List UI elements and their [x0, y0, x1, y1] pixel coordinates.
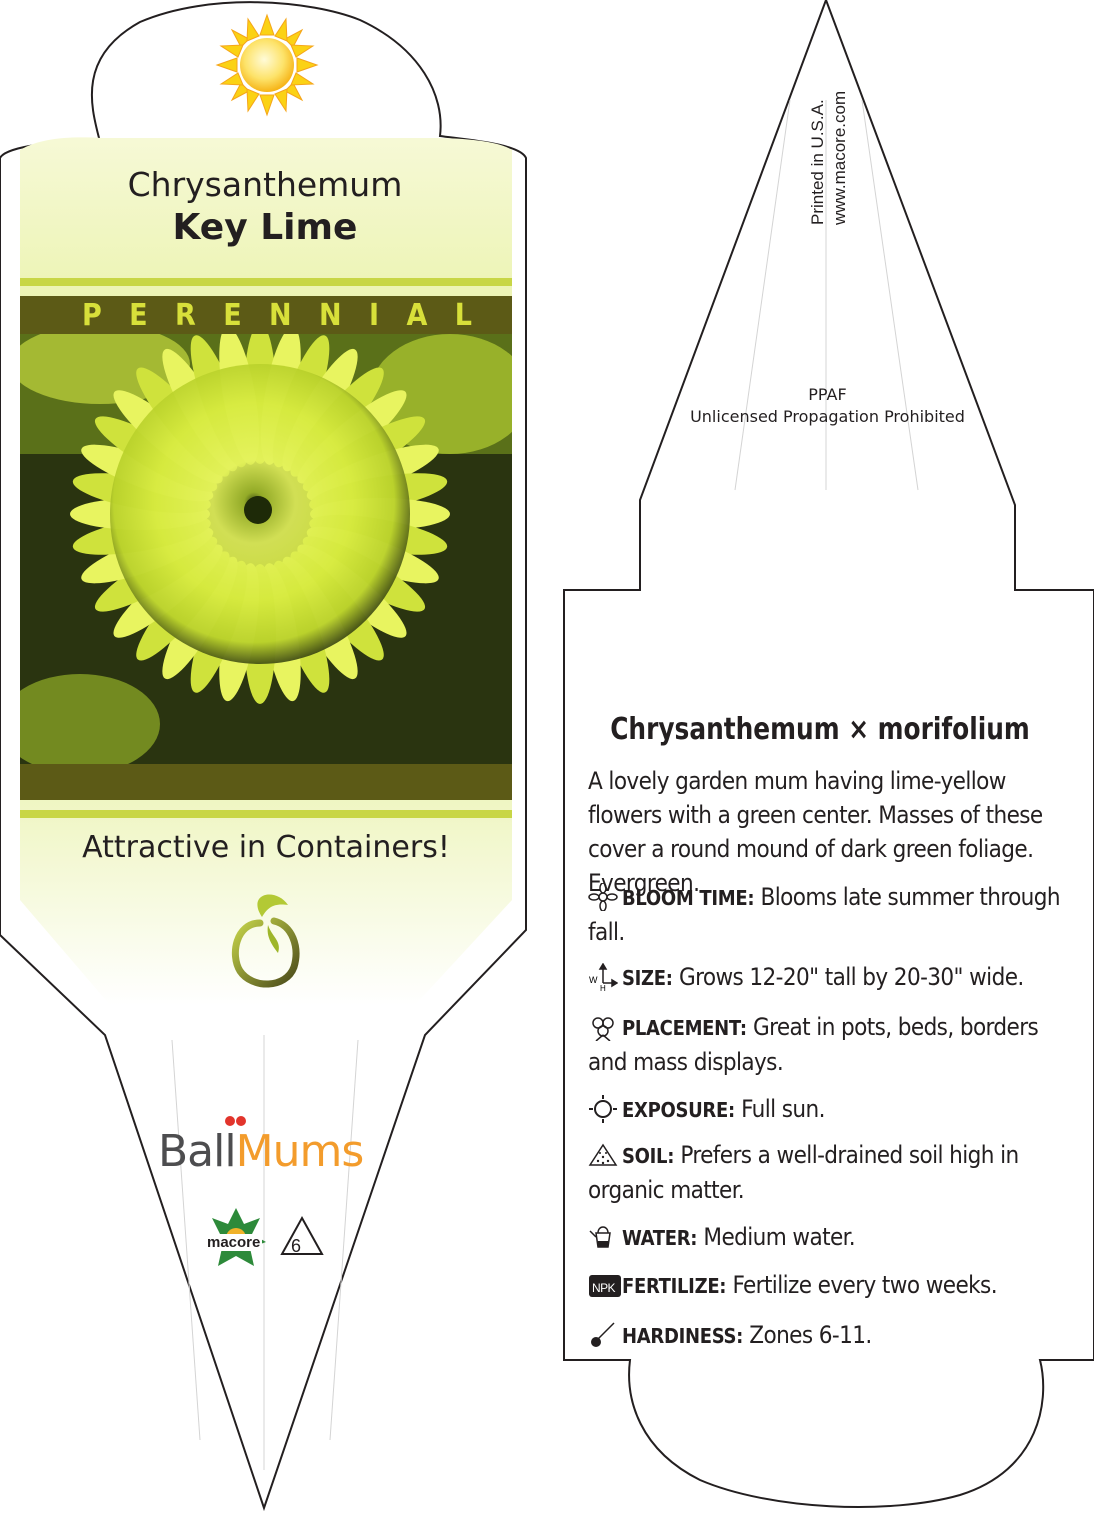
- botanical-name: Chrysanthemum × morifolium: [610, 712, 1030, 747]
- attribute-label: FERTILIZE:: [622, 1274, 727, 1298]
- attribute-hardiness: [588, 1318, 1068, 1353]
- svg-text:W: W: [589, 975, 597, 985]
- brand-part-1: Ball: [158, 1126, 236, 1177]
- flower-icon: [588, 883, 622, 911]
- category-label: P E R E N N I A L: [82, 297, 472, 333]
- attribute-value: Full sun.: [734, 1095, 825, 1123]
- printer-logo-text: macore: [207, 1234, 261, 1251]
- attribute-label: PLACEMENT:: [622, 1016, 747, 1040]
- brand-part-2: Mums: [235, 1126, 364, 1177]
- attribute-label: BLOOM TIME:: [622, 886, 755, 910]
- attribute-value: Grows 12-20" tall by 20-30" wide.: [672, 963, 1024, 991]
- attribute-fertilize: [588, 1268, 1068, 1303]
- attribute-value: Prefers a well-drained soil high in organic matter.: [588, 1141, 1019, 1204]
- attribute-exposure: [588, 1092, 1068, 1127]
- attribute-value: Zones 6-11.: [743, 1321, 872, 1349]
- thermometer-icon: [588, 1321, 622, 1349]
- attribute-label: SIZE:: [622, 966, 673, 990]
- website-text: www.macore.com: [830, 90, 849, 225]
- attribute-size: [588, 960, 1068, 995]
- attribute-label: WATER:: [622, 1226, 698, 1250]
- attribute-water: [588, 1220, 1068, 1255]
- attribute-label: EXPOSURE:: [622, 1098, 735, 1122]
- size-icon: [588, 963, 622, 991]
- svg-text:NPK: NPK: [592, 1281, 615, 1295]
- attribute-bloom-time: [588, 880, 1068, 949]
- attribute-placement: [588, 1010, 1068, 1079]
- variety-name: Key Lime: [172, 207, 358, 248]
- sun-outline-icon: [588, 1095, 622, 1123]
- soil-icon: [588, 1141, 622, 1169]
- attribute-label: HARDINESS:: [622, 1324, 744, 1348]
- recycle-code: 6: [291, 1236, 302, 1256]
- svg-text:H: H: [600, 984, 606, 991]
- ppaf-text: PPAF: [808, 385, 847, 404]
- attribute-value: Fertilize every two weeks.: [726, 1271, 997, 1299]
- placement-icon: [588, 1013, 622, 1041]
- ball-dot-1: [225, 1116, 235, 1126]
- ball-dot-2: [236, 1116, 246, 1126]
- printed-info: [806, 62, 849, 227]
- propagation-notice: [640, 384, 1015, 428]
- printed-in-text: Printed in U.S.A.: [808, 99, 827, 225]
- photo-bottom-bar: [20, 764, 512, 800]
- attribute-label: SOIL:: [622, 1144, 675, 1168]
- tagline: Attractive in Containers!: [82, 830, 450, 865]
- sun-icon: [217, 15, 317, 115]
- description: A lovely garden mum having lime-yellow flowers with a green center. Masses of these cover a round mound of dark green foliage. Evergreen.: [588, 767, 1043, 897]
- attribute-value: Great in pots, beds, borders and mass displays.: [588, 1013, 1039, 1076]
- brand-logo: [158, 1126, 364, 1177]
- flower-photo: [20, 334, 512, 764]
- common-name: Chrysanthemum: [127, 165, 403, 204]
- attribute-value: Medium water.: [697, 1223, 855, 1251]
- propagation-text: Unlicensed Propagation Prohibited: [690, 407, 965, 426]
- attribute-soil: [588, 1138, 1068, 1207]
- watering-can-icon: [588, 1223, 622, 1251]
- attribute-value: Blooms late summer through fall.: [588, 883, 1060, 946]
- npk-icon: [588, 1271, 622, 1299]
